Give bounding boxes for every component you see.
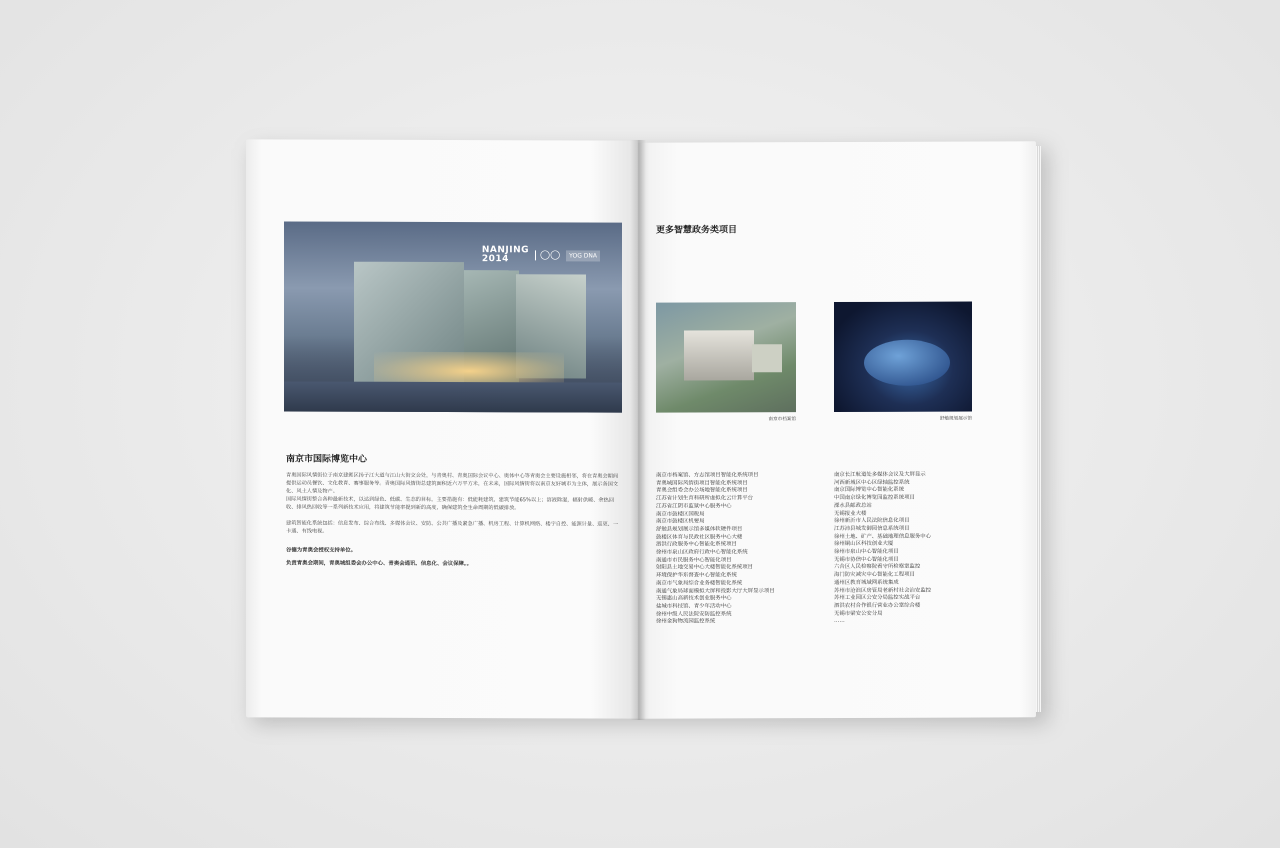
dome-building xyxy=(864,340,950,386)
list-item: 环境保护华东督查中心智能化系统 xyxy=(656,572,737,579)
page-title: 南京市国际博览中心 xyxy=(286,454,368,465)
paragraph-intro: 青奥国际风情街位于南京建邺区扬子江大道与江山大街交会处，与青奥村、青奥国际会议中心、奥体中心等青奥会主要设施相邻，将在青奥会期间提供运动员餐饮、文化教育、赛事服务等。青奥国际风情街总建筑面积近六万平方米，在未来，国际风情街将以南京友好城市为主体，展示各国文化、风土人情及物产。 xyxy=(286,472,619,495)
list-item: 射阳县土地交易中心大楼智能化系统项目 xyxy=(656,564,754,572)
list-item: 通州区教育城域网系统集成 xyxy=(834,579,899,586)
list-item: 苏州市沧浪区房管局老新村社会治安监控 xyxy=(834,587,932,594)
list-item: 溧水县邮政总站 xyxy=(834,502,872,509)
exhibition-center-photo xyxy=(284,221,622,412)
list-item: 鼓楼区体育与民政社区服务中心大楼 xyxy=(656,533,743,541)
yog-badge: YOG DNA xyxy=(566,250,600,261)
list-item: 南京国际博览中心智能化系统 xyxy=(834,487,905,494)
note-authorized: 谷德为青奥会授权支持单位。 xyxy=(286,547,357,554)
note-responsibility: 负责青奥会期间，青奥城组委会办公中心、青奥会通讯、信息化、会议保障。。 xyxy=(286,560,472,568)
photo-caption: 舒勉规划展示馆 xyxy=(939,416,972,422)
logo-line2: 2014 xyxy=(481,254,509,265)
list-item: 江苏省江阴市监狱中心服务中心 xyxy=(656,503,732,510)
list-item: …… xyxy=(834,618,845,625)
list-item: 南京市气象局综合业务楼智能化系统 xyxy=(656,580,743,587)
plaza-ground xyxy=(284,381,622,412)
list-item: 无锡报业大楼 xyxy=(834,510,867,517)
list-item: 南京市鼓楼区国税局 xyxy=(656,510,705,518)
list-item: 六合区人民检察院看守所检察室监控 xyxy=(834,564,921,571)
paragraph-systems: 建筑智能化系统包括：信息发布、综合布线、多媒体会议、安防、公共广播及紧急广播、机房工程、计算机网络、楼宇自控、能源计量、巡更、一卡通、有线电视。 xyxy=(286,520,619,535)
nanjing-2014-logo xyxy=(482,246,600,264)
list-item: 盐城市科技馆、青少年活动中心 xyxy=(656,603,732,610)
building-block xyxy=(752,344,782,372)
photo-caption: 南京市档案馆 xyxy=(768,417,796,423)
list-item: 无锡市梁安公安分局 xyxy=(834,610,883,617)
list-item: 南京长江航道处多媒体会议及大屏显示 xyxy=(834,471,926,479)
list-item: 苏州工业园区公安分局监控实战平台 xyxy=(834,594,921,602)
list-item: 徐州中级人民法院安防监控系统 xyxy=(656,611,732,618)
list-item: 中国南京绿化博览园监控系统项目 xyxy=(834,494,915,502)
list-item: 无锡市协信中心智能化项目 xyxy=(834,556,899,563)
list-item: 南通气象局球面模拟大屏和投影大厅大屏显示项目 xyxy=(656,587,775,595)
list-item: 海门防灾减灾中心智能化工程项目 xyxy=(834,571,915,579)
section-title: 更多智慧政务类项目 xyxy=(656,225,738,236)
project-list-right xyxy=(834,471,1004,626)
list-item: 徐州新沂市人民法院信息化项目 xyxy=(834,517,910,525)
book-spine xyxy=(630,140,646,720)
paragraph-green: 国际风情街整合各种最新技术，以达到绿色、低碳、生态的目标。主要措施有：低能耗建筑，建筑节能65%以上；溶液除湿，辐射供暖、余热回收、排风热回收等一系列新技术应用，将建筑节能率提到新的高度，确保建筑全生命周期的低碳排放。 xyxy=(286,496,614,512)
building-block xyxy=(684,330,754,380)
right-page xyxy=(638,141,1036,718)
list-item: 徐州金狗物流园监控系统 xyxy=(656,618,716,625)
list-item: 南京市鼓楼区机要局 xyxy=(656,518,705,525)
list-item: 徐州市泉山区政府行政中心智能化系统 xyxy=(656,549,748,556)
list-item: 舒勉县规划展示馆多媒体软硬件项目 xyxy=(656,526,743,533)
list-item: 无锡惠山高新技术创业服务中心 xyxy=(656,595,732,602)
planning-hall-photo xyxy=(834,302,972,412)
list-item: 徐州铜山区科技创业大厦 xyxy=(834,541,894,548)
project-list-left xyxy=(656,472,826,627)
list-item: 江苏省计划生育科研所虚拟化云计算平台 xyxy=(656,495,754,502)
list-item: 徐州土地、矿产、基础地理信息服务中心 xyxy=(834,533,932,540)
list-item: 青奥会组委会办公场地智能化系统项目 xyxy=(656,487,748,495)
page-edges xyxy=(1036,146,1041,712)
list-item: 江苏沛县城发御园信息系统项目 xyxy=(834,525,910,532)
list-item: 泗洪农村合作银行营业办公室综合楼 xyxy=(834,602,921,609)
left-page xyxy=(246,139,638,718)
archive-building-photo xyxy=(656,302,796,412)
list-item: 南通市市民服务中心智能化项目 xyxy=(656,557,732,564)
list-item: 河西新城区中心区绿轴监控系统 xyxy=(834,479,910,486)
list-item: 徐州市泉山中心智能化项目 xyxy=(834,548,899,556)
list-item: 泗洪行政服务中心智能化系统项目 xyxy=(656,541,737,548)
logo-line1: NANJING xyxy=(481,245,529,256)
list-item: 青奥城国际风情街项目智能化系统项目 xyxy=(656,480,748,487)
list-item: 南京市档案馆、方志馆项目智能化系统项目 xyxy=(656,472,759,479)
olympic-rings-icon: ◯◯ xyxy=(535,250,560,260)
